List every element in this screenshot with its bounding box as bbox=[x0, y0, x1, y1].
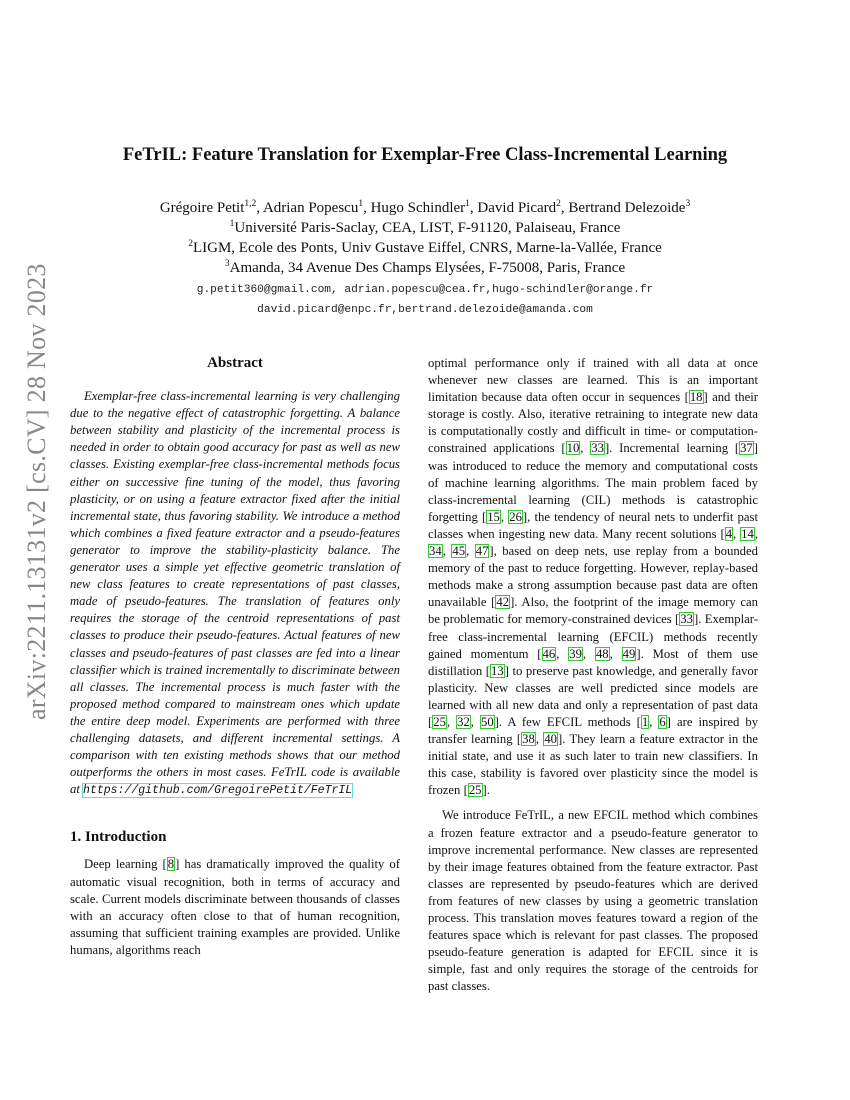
citation-link[interactable]: 42 bbox=[496, 595, 510, 610]
email-line-2: david.picard@enpc.fr,bertrand.delezoide@amanda.com bbox=[257, 304, 593, 316]
citation-link[interactable]: 45 bbox=[452, 544, 466, 559]
arxiv-identifier-stamp: arXiv:2211.13131v2 [cs.CV] 28 Nov 2023 bbox=[22, 263, 51, 720]
citation-link[interactable]: 26 bbox=[509, 509, 522, 524]
paragraph-text: , bbox=[649, 714, 659, 729]
paragraph-text: , bbox=[442, 544, 452, 559]
paragraph-text: , bbox=[556, 646, 569, 661]
author-affiliation-mark: 2 bbox=[556, 199, 561, 209]
paragraph-text: . Also, the footprint of the image memory can be problematic for memory-constrained devices bbox=[428, 595, 759, 627]
paragraph-text: has dramatically improved the quality of automatic visual recognition, both in terms of accuracy and scale. Current models discriminate between thousands of classes with an accuracy often close to that of human recognition, assuming that sufficient training examples are provided. Unlike humans, algorithms reach bbox=[70, 857, 400, 957]
abstract-text bbox=[70, 388, 400, 799]
intro-paragraph-3 bbox=[428, 807, 758, 995]
author-name: Hugo Schindler bbox=[370, 200, 466, 216]
author-affiliation-mark: 1 bbox=[358, 199, 364, 209]
citation-link[interactable]: 14 bbox=[741, 526, 754, 541]
affiliation-text: Université Paris-Saclay, CEA, LIST, F-91120, Palaiseau, France bbox=[234, 220, 621, 236]
intro-paragraph-1: Deep learning [8] has dramatically improved the quality of automatic visual recognition, both in terms of accuracy and scale. Current models discriminate between thousands of classes with an accuracy often close to that of human recognition, assuming that sufficient training examples are provided. Unlike humans, algorithms reach bbox=[70, 857, 400, 957]
paragraph-text: are inspired by transfer learning bbox=[428, 714, 759, 747]
paper-title: FeTrIL: Feature Translation for Exemplar-Free Class-Incremental Learning bbox=[122, 145, 728, 165]
author-separator: , bbox=[469, 200, 478, 216]
paragraph-text: , the tendency of neural nets to underfit past classes when ingesting new data. Many recent solutions bbox=[428, 509, 758, 541]
affiliation-line bbox=[0, 258, 850, 278]
email-block bbox=[0, 280, 850, 320]
paragraph-text: , bbox=[446, 714, 457, 729]
citation-link[interactable]: 33 bbox=[591, 441, 604, 456]
paragraph-text: ]. Incremental learning bbox=[604, 441, 735, 456]
citation-link[interactable]: 47 bbox=[475, 544, 489, 559]
author-block bbox=[0, 198, 850, 278]
citation-link[interactable]: 25 bbox=[433, 714, 446, 729]
citation-link[interactable]: 10 bbox=[566, 441, 580, 456]
affiliation-list bbox=[0, 218, 850, 278]
paragraph-text: optimal performance only if trained with all data at once whenever new classes are learned. This is an important limitation because data often occur in sequences bbox=[428, 356, 758, 405]
paragraph-text: , bbox=[754, 526, 758, 541]
citation-link[interactable]: 33 bbox=[680, 612, 693, 627]
citation-link[interactable]: 39 bbox=[569, 646, 582, 661]
paragraph-text: We introduce FeTrIL, a new EFCIL method which combines a frozen feature extractor and a pseudo-feature generator to improve incremental performance. New classes are represented by their image features obtained from the feature extractor. Past classes are represented by pseudo-features which are derived from features of new classes by using a geometric translation process. This translation moves features toward a region of the features space which is relevant for past classes. The proposed pseudo-feature generation is adapted for EFCIL since it is simple, fast and only requires the storage of the centroids for past classes. bbox=[428, 808, 758, 994]
author-name: Bertrand Delezoide bbox=[568, 200, 686, 216]
paragraph-text: . Exemplar-free class-incremental learning (EFCIL) methods recently gained momentum bbox=[428, 612, 758, 661]
paragraph-text: . bbox=[486, 783, 490, 798]
citation-link[interactable]: 46 bbox=[542, 646, 556, 661]
author-list bbox=[0, 198, 850, 218]
paragraph-text: . A few EFCIL methods bbox=[498, 714, 637, 729]
paragraph-text: , bbox=[582, 646, 595, 661]
abstract-body: Exemplar-free class-incremental learning is very challenging due to the negative effect of catastrophic forgetting. A balance between stability and plasticity of the incremental process is needed in order to obtain good accuracy for past as well as new classes. Existing exemplar-free class-incremental methods focus either on successive fine tuning of the model, thus favoring plasticity, or on using a feature extractor fixed after the initial incremental state, thus favoring stability. We introduce a method which combines a fixed feature extractor and a pseudo-features generator to improve the stability-plasticity balance. The generator uses a simple yet effective geometric translation of new class features to create representations of past classes, made of pseudo-features. The translation of features only requires the storage of the centroid representations of past classes to produce their pseudo-features. Actual features of new classes and pseudo-features of past classes are fed into a linear classifier which is trained incrementally to discriminate between all classes. The incremental process is much faster with the proposed method compared to mainstream ones which update the entire deep model. Experiments are performed with three challenging datasets, and different incremental settings. A comparison with ten existing methods shows that our method outperforms the others in most cases. FeTrIL code is available at bbox=[70, 389, 400, 797]
author-separator: , bbox=[363, 200, 371, 216]
citation-link[interactable]: 34 bbox=[429, 544, 442, 559]
citation-link[interactable]: 13 bbox=[491, 663, 504, 678]
paragraph-text: . They learn a feature extractor in the initial state, and use it as such later to train new classifiers. In this case, stability is favored over plasticity since the model is frozen bbox=[428, 732, 759, 798]
citation-link[interactable]: 38 bbox=[522, 732, 535, 747]
paragraph-text: , bbox=[466, 544, 475, 559]
paragraph-text: , based on deep nets, use replay from a bounded memory of the past to reduce forgetting. However, replay-based methods make a strong assumption because past data are often unavailable bbox=[428, 544, 758, 610]
paragraph-text: to preserve past knowledge, and generally favor plasticity. New classes are well predicted since models are learned with all new data and only a representation of past data bbox=[428, 663, 758, 712]
citation-link[interactable]: 48 bbox=[595, 646, 609, 661]
citation-link[interactable]: 49 bbox=[622, 646, 636, 661]
abstract-heading: Abstract bbox=[207, 355, 263, 371]
email-line-1: g.petit360@gmail.com, adrian.popescu@cea.fr,hugo-schindler@orange.fr bbox=[196, 284, 654, 296]
paragraph-text: , bbox=[500, 509, 509, 524]
paragraph-text: , bbox=[609, 646, 622, 661]
paragraph-text: , bbox=[733, 526, 741, 541]
paragraph-text: was introduced to reduce the memory and computational costs of machine learning algorithms. The main problem faced by class-incremental learning (CIL) methods is catastrophic forgetting bbox=[428, 458, 758, 524]
author-separator: , bbox=[560, 200, 569, 216]
affiliation-line bbox=[0, 238, 850, 258]
citation-link[interactable]: 8 bbox=[167, 857, 175, 872]
paragraph-text: , bbox=[580, 441, 591, 456]
affiliation-mark: 3 bbox=[224, 259, 230, 269]
author-name: David Picard bbox=[477, 200, 557, 216]
paragraph-text: , bbox=[535, 732, 544, 747]
citation-link[interactable]: 40 bbox=[544, 732, 558, 747]
affiliation-line bbox=[0, 218, 850, 238]
intro-paragraph-2: optimal performance only if trained with all data at once whenever new classes are learned. This is an important limitation because data often occur in sequences [18] and their storage is costly. Also, iterative retraining to integrate new data is computationally costly and difficult in time- or computation-constrained applications [10, 33]. Incremental learning [37] was introduced to reduce the memory and computational costs of machine learning algorithms. The main problem faced by class-incremental learning (CIL) methods is catastrophic forgetting [15, 26], the tendency of neural nets to underfit past classes when ingesting new data. Many recent solutions [4, 14, 34, 45, 47], based on deep nets, use replay from a bounded memory of the past to reduce forgetting. However, replay-based methods make a strong assumption because past data are often unavailable [42]. Also, the footprint of the image memory can be problematic for memory-constrained devices [33]. Exemplar-free class-incremental learning (EFCIL) methods recently gained momentum [46, 39, 48, 49]. Most of them use distillation [13] to preserve past knowledge, and generally favor plasticity. New classes are well predicted since models are learned with all new data and only a representation of past data [25, 32, 50]. A few EFCIL methods [1, 6] are inspired by transfer learning [38, 40]. They learn a feature extractor in the initial state, and use it as such later to train new classifiers. In this case, stability is favored over plasticity since the model is frozen [25]. bbox=[428, 356, 759, 798]
paragraph-text: . Most of them use distillation bbox=[428, 646, 759, 678]
code-link[interactable]: https://github.com/GregoirePetit/FeTrIL bbox=[83, 784, 353, 798]
citation-link[interactable]: 6 bbox=[659, 714, 666, 729]
citation-link[interactable]: 1 bbox=[641, 714, 649, 729]
citation-link[interactable]: 25 bbox=[468, 783, 482, 798]
paragraph-text: , bbox=[470, 714, 480, 729]
author-affiliation-mark: 1,2 bbox=[244, 199, 257, 209]
paragraph-text: and their storage is costly. Also, iterative retraining to integrate new data is computationally costly and difficult in time- or computation-constrained applications bbox=[428, 390, 758, 456]
affiliation-text: LIGM, Ecole des Ponts, Univ Gustave Eiffel, CNRS, Marne-la-Vallée, France bbox=[192, 240, 662, 256]
left-column bbox=[70, 355, 400, 959]
author-affiliation-mark: 3 bbox=[685, 199, 691, 209]
citation-link[interactable]: 18 bbox=[689, 390, 703, 405]
citation-link[interactable]: 4 bbox=[725, 526, 733, 541]
section-heading-introduction: 1. Introduction bbox=[70, 829, 167, 846]
citation-link[interactable]: 32 bbox=[457, 714, 470, 729]
citation-link[interactable]: 37 bbox=[740, 441, 753, 456]
citation-link[interactable]: 50 bbox=[480, 714, 494, 729]
paragraph-text: Deep learning bbox=[84, 857, 163, 872]
affiliation-text: Amanda, 34 Avenue Des Champs Elysées, F-75008, Paris, France bbox=[229, 260, 626, 276]
author-name: Adrian Popescu bbox=[262, 200, 359, 216]
affiliation-mark: 2 bbox=[188, 239, 193, 249]
author-affiliation-mark: 1 bbox=[465, 199, 470, 209]
right-column bbox=[428, 355, 758, 995]
author-separator: , bbox=[256, 200, 263, 216]
author-name: Grégoire Petit bbox=[159, 200, 245, 216]
affiliation-mark: 1 bbox=[229, 219, 235, 229]
citation-link[interactable]: 15 bbox=[487, 509, 500, 524]
